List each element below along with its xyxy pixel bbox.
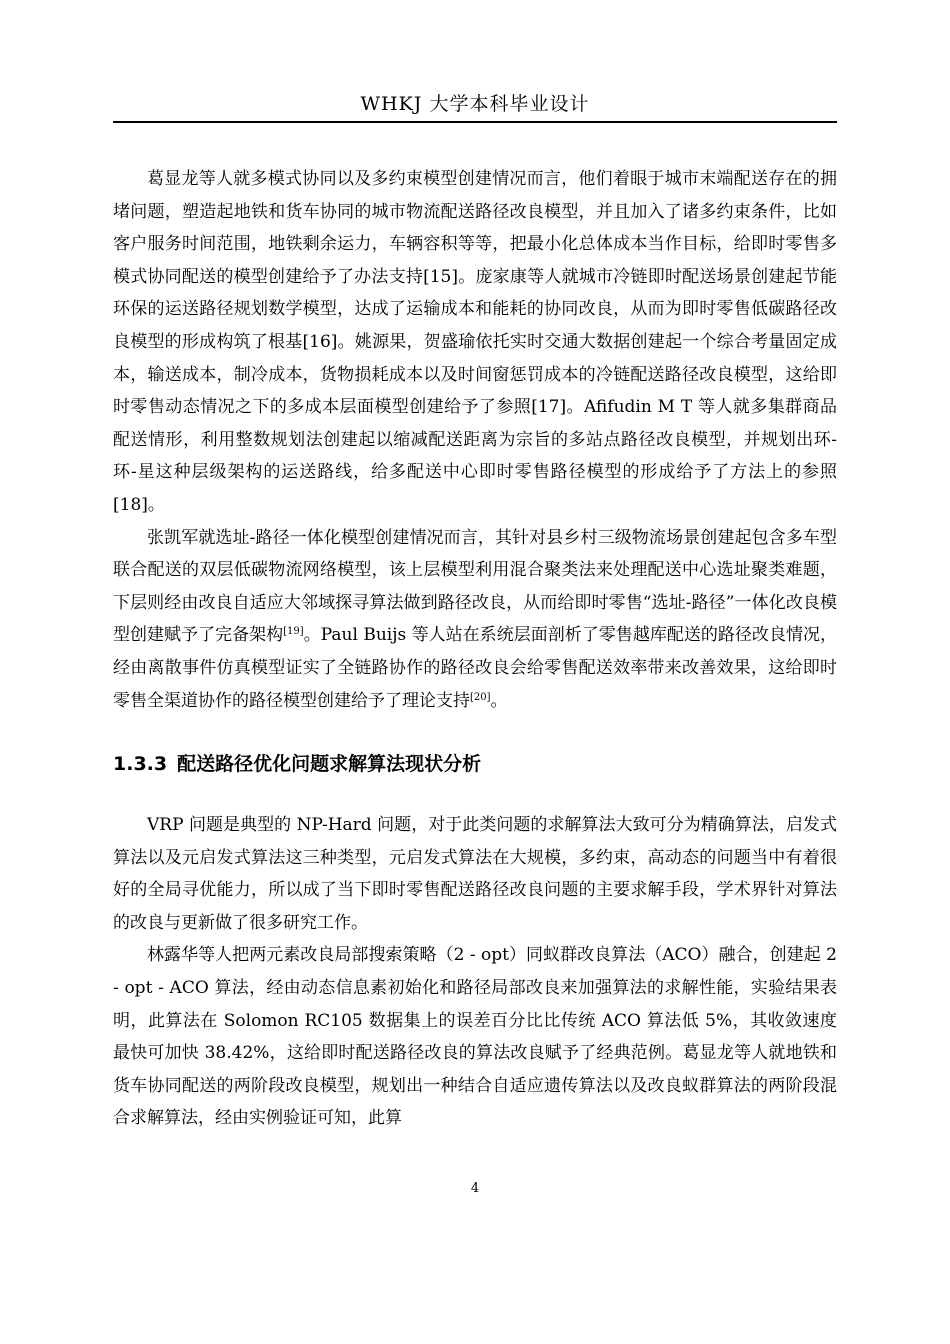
- citation-ref: [20]: [470, 691, 491, 703]
- paragraph: 林露华等人把两元素改良局部搜索策略（2 - opt）同蚁群改良算法（ACO）融合，创建起 2 - opt - ACO 算法，经由动态信息素初始化和路径局部改良来加强算法的求解性能，实验结果表明，此算法在 Solomon RC105 数据集上的误差百分比比传统 ACO 算法低 5%，其收敛速度最快可加快 38.42%，这给即时配送路径改良的算法改良赋予了经典范例。葛显龙等人就地铁和货车协同配送的两阶段改良模型，规划出一种结合自适应遗传算法以及改良蚁群算法的两阶段混合求解算法，经由实例验证可知，此算: [113, 945, 837, 1129]
- section-heading: [113, 749, 837, 779]
- paragraph-text: 。Paul Buijs 等人站在系统层面剖析了零售越库配送的路径改良情况，经由离散事件仿真模型证实了全链路协作的路径改良会给零售配送效率带来改善效果，这给即时零售全渠道协作的路径模型创建给予了理论支持: [113, 625, 837, 711]
- citation-ref: [19]: [283, 626, 304, 638]
- paragraph-text: 。: [490, 690, 508, 711]
- section-title: 配送路径优化问题求解算法现状分析: [177, 753, 482, 776]
- paragraph: [113, 522, 837, 718]
- body-text: [113, 163, 837, 1135]
- paragraph: VRP 问题是典型的 NP-Hard 问题，对于此类问题的求解算法大致可分为精确算法，启发式算法以及元启发式算法这三种类型，元启发式算法在大规模，多约束，高动态的问题当中有着很好的全局寻优能力，所以成了当下即时零售配送路径改良问题的主要求解手段，学术界针对算法的改良与更新做了很多研究工作。: [113, 815, 837, 933]
- running-header: WHKJ 大学本科毕业设计: [360, 93, 590, 115]
- header-rule: [113, 121, 837, 123]
- section-number: 1.3.3: [113, 753, 168, 776]
- paragraph-text: 张凯军就选址-路径一体化模型创建情况而言，其针对县乡村三级物流场景创建起包含多车型联合配送的双层低碳物流网络模型，该上层模型利用混合聚类法来处理配送中心选址聚类难题，下层则经由改良自适应大邻域探寻算法做到路径改良，从而给即时零售“选址-路径”一体化改良模型创建赋予了完备架构: [113, 527, 837, 646]
- paragraph: 葛显龙等人就多模式协同以及多约束模型创建情况而言，他们着眼于城市末端配送存在的拥堵问题，塑造起地铁和货车协同的城市物流配送路径改良模型，并且加入了诸多约束条件，比如客户服务时间范围，地铁剩余运力，车辆容积等等，把最小化总体成本当作目标，给即时零售多模式协同配送的模型创建给予了办法支持[15]。庞家康等人就城市冷链即时配送场景创建起节能环保的运送路径规划数学模型，达成了运输成本和能耗的协同改良，从而为即时零售低碳路径改良模型的形成构筑了根基[16]。姚源果，贺盛瑜依托实时交通大数据创建起一个综合考量固定成本，输送成本，制冷成本，货物损耗成本以及时间窗惩罚成本的冷链配送路径改良模型，这给即时零售动态情况之下的多成本层面模型创建给予了参照[17]。Afifudin M T 等人就多集群商品配送情形，利用整数规划法创建起以缩减配送距离为宗旨的多站点路径改良模型，并规划出环-环-星这种层级架构的运送路线，给多配送中心即时零售路径模型的形成给予了方法上的参照[18]。: [113, 169, 837, 515]
- page-number: 4: [470, 1181, 480, 1196]
